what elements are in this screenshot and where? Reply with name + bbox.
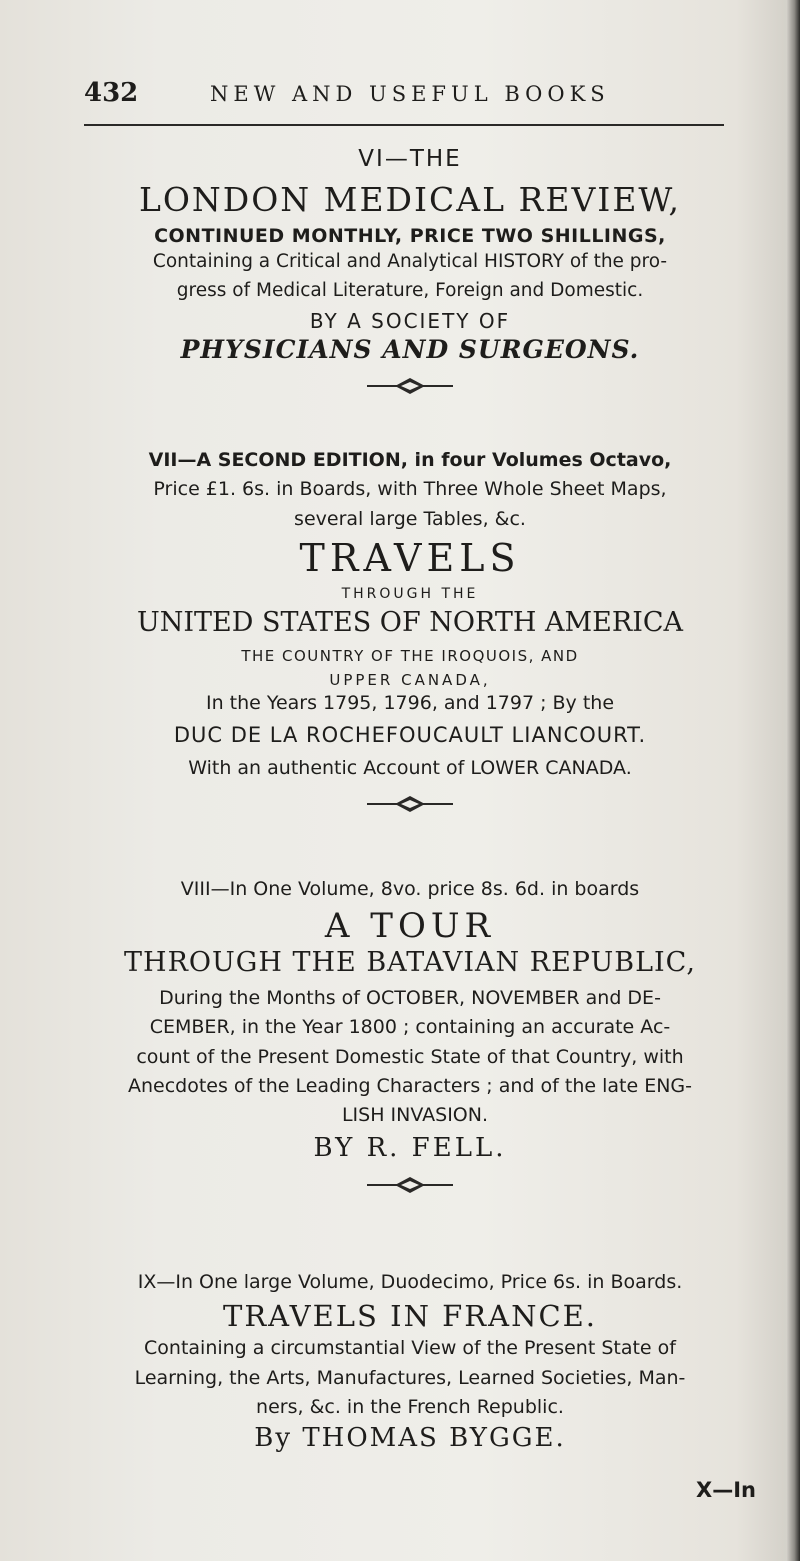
entry-author: DUC DE LA ROCHEFOUCAULT LIANCOURT. xyxy=(173,722,647,747)
page-edge-shadow xyxy=(786,0,800,1561)
entry-title: TRAVELS xyxy=(299,536,521,581)
entry-intro-line: Price £1. 6s. in Boards, with Three Whole Sheet Maps, xyxy=(153,478,667,501)
entry-description-line: Containing a circumstantial View of the Present State of xyxy=(144,1337,676,1360)
entry-years: In the Years 1795, 1796, and 1797 ; By the xyxy=(205,692,615,715)
entry-account: With an authentic Account of LOWER CANADA. xyxy=(188,756,632,779)
entry-description-line: LISH INVASION. xyxy=(341,1104,489,1127)
entry-description-line: CEMBER, in the Year 1800 ; containing an accurate Ac- xyxy=(149,1016,671,1039)
ornament-divider-icon xyxy=(365,1172,455,1198)
entry-description-line: During the Months of OCTOBER, NOVEMBER and DE- xyxy=(159,986,661,1009)
running-head xyxy=(84,78,724,118)
entry-through: THROUGH THE xyxy=(341,585,479,602)
entry-description-line: count of the Present Domestic State of that Country, with xyxy=(136,1045,684,1068)
entry-ix xyxy=(60,1268,760,1454)
entry-intro: IX—In One large Volume, Duodecimo, Price 6s. in Boards. xyxy=(137,1271,683,1293)
entry-description-line: Containing a Critical and Analytical HISTORY of the pro- xyxy=(152,250,668,272)
entry-author: PHYSICIANS AND SURGEONS. xyxy=(180,335,640,365)
entry-title: LONDON MEDICAL REVIEW, xyxy=(138,179,682,219)
entry-subtitle: CONTINUED MONTHLY, PRICE TWO SHILLINGS, xyxy=(154,225,666,248)
entry-description-line: ners, &c. in the French Republic. xyxy=(256,1396,564,1419)
entry-author: By THOMAS BYGGE. xyxy=(254,1422,566,1453)
entry-author: BY R. FELL. xyxy=(313,1132,507,1163)
page-number: 432 xyxy=(84,78,139,108)
running-head-title: NEW AND USEFUL BOOKS xyxy=(210,82,610,106)
ornament-divider-icon xyxy=(365,791,455,817)
entry-viii xyxy=(60,875,760,1206)
entry-title: TRAVELS IN FRANCE. xyxy=(222,1299,598,1334)
entry-description-line: Learning, the Arts, Manufactures, Learned Societies, Man- xyxy=(134,1366,686,1389)
entry-vi xyxy=(60,146,760,407)
entry-vii xyxy=(60,446,760,825)
header-rule xyxy=(84,124,724,126)
entry-intro: VIII—In One Volume, 8vo. price 8s. 6d. in boards xyxy=(180,878,640,900)
entry-subtitle: THE COUNTRY OF THE IROQUOIS, AND xyxy=(241,647,579,666)
entry-by-line: BY A SOCIETY OF xyxy=(309,309,511,334)
entry-heading: VI—THE xyxy=(358,146,462,172)
entry-subtitle: UPPER CANADA, xyxy=(329,671,491,690)
entry-title: A TOUR xyxy=(324,906,496,947)
entry-description-line: Anecdotes of the Leading Characters ; and of the late ENG- xyxy=(127,1074,693,1097)
ornament-divider-icon xyxy=(365,373,455,399)
entry-title-line2: UNITED STATES OF NORTH AMERICA xyxy=(136,606,684,638)
catchword: X—In xyxy=(696,1478,756,1502)
entry-description xyxy=(60,984,760,1131)
entry-description-line: gress of Medical Literature, Foreign and Domestic. xyxy=(176,279,644,301)
entry-intro-line: several large Tables, &c. xyxy=(294,507,526,530)
entry-title-line2: THROUGH THE BATAVIAN REPUBLIC, xyxy=(124,947,696,979)
entry-intro-line: VII—A SECOND EDITION, in four Volumes Octavo, xyxy=(148,449,672,471)
